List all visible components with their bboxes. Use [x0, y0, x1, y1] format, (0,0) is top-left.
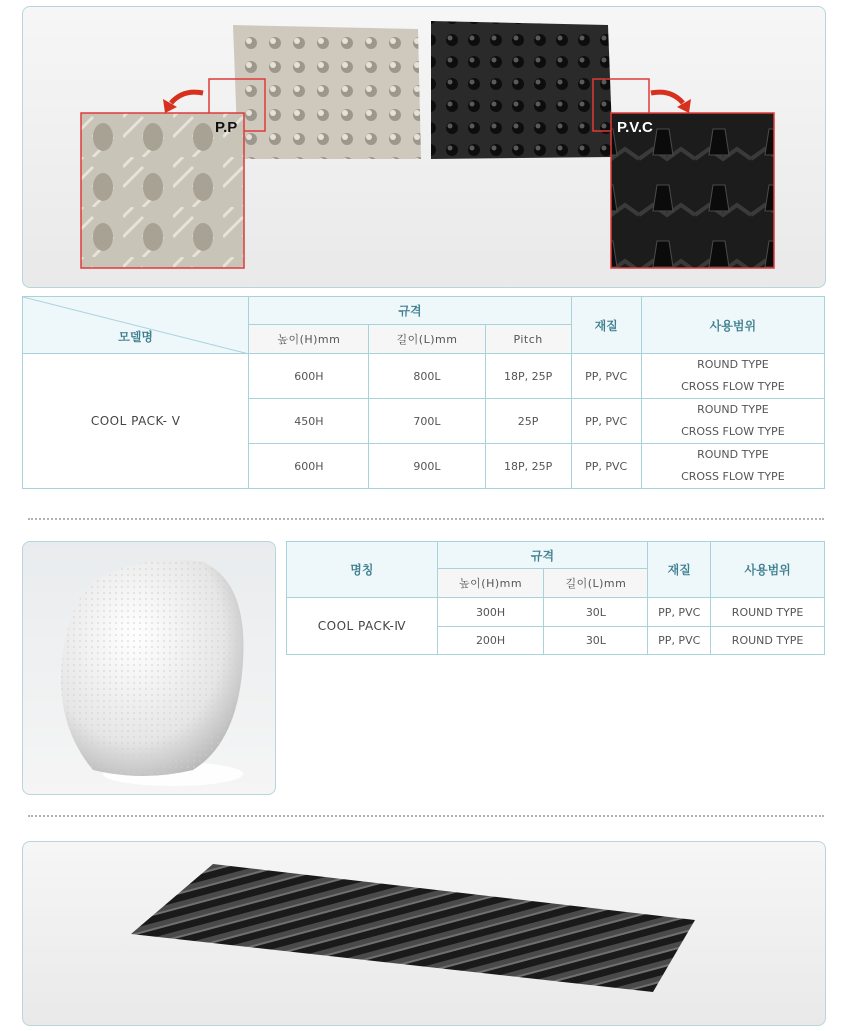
curved-arrow-right-icon — [651, 92, 683, 103]
usage-line-2: CROSS FLOW TYPE — [681, 470, 785, 483]
pitch-cell: 18P, 25P — [485, 354, 571, 399]
usage-line-1: ROUND TYPE — [697, 358, 769, 371]
usage-line-2: CROSS FLOW TYPE — [681, 380, 785, 393]
usage-header: 사용범위 — [711, 542, 825, 598]
diagonal-divider — [23, 297, 249, 354]
height-subheader: 높이(H)mm — [437, 569, 544, 598]
usage-line-1: ROUND TYPE — [697, 448, 769, 461]
model-name-cell: COOL PACK- Ⅴ — [23, 354, 249, 489]
material-cell: PP, PVC — [648, 627, 711, 655]
pp-pvc-sheet-illustration — [23, 7, 825, 287]
pp-label: P.P — [215, 119, 238, 136]
height-subheader: 높이(H)mm — [249, 325, 369, 354]
usage-cell: ROUND TYPE — [711, 598, 825, 627]
usage-line-1: ROUND TYPE — [697, 403, 769, 416]
spec-header: 규격 — [249, 297, 571, 325]
material-header: 재질 — [571, 297, 641, 354]
pitch-cell: 25P — [485, 399, 571, 444]
usage-cell: ROUND TYPE — [711, 627, 825, 655]
material-cell: PP, PVC — [571, 354, 641, 399]
dotted-divider — [28, 815, 824, 817]
model-header-label: 모델명 — [118, 330, 154, 344]
length-cell: 900L — [369, 444, 485, 489]
dotted-divider — [28, 518, 824, 520]
model-name-cell: COOL PACK-Ⅳ — [287, 598, 438, 655]
cool-pack-4-illustration — [23, 542, 275, 794]
curved-arrow-left-icon — [171, 92, 203, 103]
length-subheader: 길이(L)mm — [544, 569, 648, 598]
corrugated-sheet-illustration — [23, 842, 825, 1025]
spec-table-cool-pack-5 — [22, 296, 825, 489]
usage-line-2: CROSS FLOW TYPE — [681, 425, 785, 438]
length-subheader: 길이(L)mm — [369, 325, 485, 354]
material-cell: PP, PVC — [571, 399, 641, 444]
product-image-panel-corrugated-sheet — [22, 841, 826, 1026]
spec-header: 규격 — [437, 542, 648, 569]
height-cell: 300H — [437, 598, 544, 627]
usage-header: 사용범위 — [641, 297, 824, 354]
length-cell: 700L — [369, 399, 485, 444]
length-cell: 30L — [544, 627, 648, 655]
height-cell: 600H — [249, 354, 369, 399]
length-cell: 800L — [369, 354, 485, 399]
table-row — [23, 354, 825, 399]
material-cell: PP, PVC — [648, 598, 711, 627]
height-cell: 600H — [249, 444, 369, 489]
spec-table-cool-pack-4 — [286, 541, 825, 655]
table-row — [287, 598, 825, 627]
product-image-panel-pp-pvc — [22, 6, 826, 288]
usage-cell — [641, 444, 824, 489]
pitch-cell: 18P, 25P — [485, 444, 571, 489]
name-header: 명칭 — [287, 542, 438, 598]
height-cell: 200H — [437, 627, 544, 655]
height-cell: 450H — [249, 399, 369, 444]
length-cell: 30L — [544, 598, 648, 627]
material-header: 재질 — [648, 542, 711, 598]
usage-cell — [641, 399, 824, 444]
material-cell: PP, PVC — [571, 444, 641, 489]
pvc-label: P.V.C — [617, 119, 653, 136]
pitch-subheader: Pitch — [485, 325, 571, 354]
product-image-panel-cool-pack-4 — [22, 541, 276, 795]
model-corner-header — [23, 297, 249, 354]
usage-cell — [641, 354, 824, 399]
